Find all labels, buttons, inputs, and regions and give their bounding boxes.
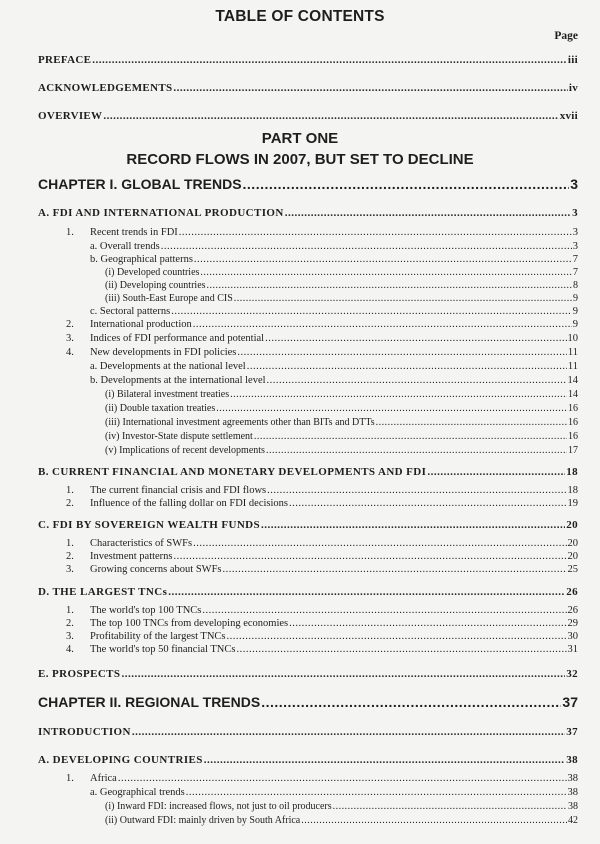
entry-number: 4.: [66, 347, 74, 358]
entry-page: 14: [568, 389, 578, 400]
entry-label: a. Overall trends: [90, 241, 160, 252]
entry-number: 2.: [66, 618, 74, 629]
toc-section-a[interactable]: [38, 207, 578, 219]
entry-label: The top 100 TNCs from developing economies: [90, 618, 289, 629]
toc-entry[interactable]: [66, 333, 578, 344]
entry-label: b. Geographical patterns: [90, 254, 193, 265]
entry-label: Recent trends in FDI: [90, 227, 178, 238]
entry-page: 18: [566, 466, 578, 478]
leader-dots: [92, 54, 567, 66]
toc-entry[interactable]: [66, 227, 578, 238]
entry-label: (iii) International investment agreements other than BITs and DTTs: [105, 417, 375, 428]
leader-dots: [301, 815, 567, 826]
entry-page: 3: [572, 207, 578, 219]
entry-label: Investment patterns: [90, 551, 173, 562]
entry-page: 7: [572, 254, 578, 265]
entry-label: a. Geographical trends: [90, 787, 185, 798]
entry-number: 1.: [66, 538, 74, 549]
leader-dots: [174, 551, 567, 562]
entry-label: C. FDI BY SOVEREIGN WEALTH FUNDS: [38, 519, 261, 531]
leader-dots: [265, 333, 566, 344]
leader-dots: [186, 787, 567, 798]
entry-label: D. THE LARGEST TNCs: [38, 586, 168, 598]
toc-entry[interactable]: [66, 618, 578, 629]
entry-page: 19: [567, 498, 578, 509]
entry-page: 30: [567, 631, 578, 642]
entry-page: 11: [567, 347, 578, 358]
leader-dots: [161, 241, 572, 252]
entry-page: 37: [562, 694, 578, 710]
toc-entry[interactable]: [90, 254, 578, 265]
leader-dots: [193, 319, 572, 330]
leader-dots: [171, 306, 572, 317]
leader-dots: [202, 605, 566, 616]
entry-label: INTRODUCTION: [38, 726, 131, 738]
leader-dots: [247, 361, 567, 372]
entry-number: 2.: [66, 498, 74, 509]
entry-label: International production: [90, 319, 192, 330]
leader-dots: [103, 110, 558, 122]
page-title: TABLE OF CONTENTS: [215, 8, 385, 25]
entry-page: 38: [567, 787, 578, 798]
entry-page: 3: [572, 227, 578, 238]
toc-entry[interactable]: [105, 815, 578, 826]
toc-entry[interactable]: [105, 403, 578, 414]
entry-page: iv: [568, 82, 578, 94]
entry-page: 3: [570, 176, 578, 192]
entry-page: 38: [567, 773, 578, 784]
entry-page: 17: [568, 445, 578, 456]
entry-page: 3: [572, 241, 578, 252]
entry-label: (i) Inward FDI: increased flows, not just to oil producers: [105, 801, 332, 812]
leader-dots: [254, 431, 567, 442]
entry-page: 20: [566, 519, 578, 531]
leader-dots: [427, 466, 565, 478]
toc-entry[interactable]: [105, 801, 578, 812]
leader-dots: [236, 644, 566, 655]
entry-label: a. Developments at the national level: [90, 361, 246, 372]
entry-label: CHAPTER I. GLOBAL TRENDS: [38, 176, 242, 192]
entry-label: Africa: [90, 773, 117, 784]
entry-page: 10: [567, 333, 578, 344]
entry-page: 29: [567, 618, 578, 629]
entry-page: 16: [568, 403, 578, 414]
entry-number: 3.: [66, 564, 74, 575]
toc-entry[interactable]: [66, 605, 578, 616]
toc-chapter-2[interactable]: [38, 694, 578, 710]
toc-entry[interactable]: [66, 319, 578, 330]
toc-chapter-1[interactable]: [38, 176, 578, 192]
toc-entry[interactable]: [90, 375, 578, 386]
entry-label: (ii) Double taxation treaties: [105, 403, 216, 414]
entry-label: (i) Bilateral investment treaties: [105, 389, 230, 400]
entry-page: iii: [567, 54, 578, 66]
leader-dots: [207, 280, 572, 291]
leader-dots: [267, 375, 567, 386]
toc-section-c[interactable]: [38, 519, 578, 531]
entry-label: A. FDI AND INTERNATIONAL PRODUCTION: [38, 207, 284, 219]
toc-entry[interactable]: [105, 280, 578, 291]
toc-entry-preface[interactable]: [38, 54, 578, 66]
toc-entry[interactable]: [105, 445, 578, 456]
entry-page: 9: [572, 319, 578, 330]
leader-dots: [216, 403, 567, 414]
leader-dots: [204, 754, 565, 766]
toc-section-d[interactable]: [38, 586, 578, 598]
leader-dots: [173, 82, 567, 94]
toc-entry-acknowledgements[interactable]: [38, 82, 578, 94]
entry-label: Characteristics of SWFs: [90, 538, 193, 549]
toc-entry[interactable]: [105, 417, 578, 428]
entry-label: CHAPTER II. REGIONAL TRENDS: [38, 694, 261, 710]
leader-dots: [376, 417, 567, 428]
leader-dots: [121, 668, 565, 680]
toc-entry[interactable]: [66, 551, 578, 562]
entry-page: 16: [568, 417, 578, 428]
entry-number: 1.: [66, 773, 74, 784]
entry-page: 25: [567, 564, 578, 575]
entry-label: (iii) South-East Europe and CIS: [105, 293, 233, 304]
entry-label: (v) Implications of recent developments: [105, 445, 265, 456]
leader-dots: [230, 389, 567, 400]
leader-dots: [179, 227, 572, 238]
entry-page: 26: [567, 605, 578, 616]
entry-page: 14: [567, 375, 578, 386]
entry-page: 38: [566, 754, 578, 766]
entry-page: 26: [566, 586, 578, 598]
entry-number: 1.: [66, 485, 74, 496]
toc-section-a-developing[interactable]: [38, 754, 578, 766]
entry-label: A. DEVELOPING COUNTRIES: [38, 754, 203, 766]
toc-entry[interactable]: [66, 644, 578, 655]
entry-label: B. CURRENT FINANCIAL AND MONETARY DEVELOPMENTS AND FDI: [38, 466, 427, 478]
toc-entry-overview[interactable]: [38, 110, 578, 122]
leader-dots: [243, 176, 570, 192]
leader-dots: [227, 631, 567, 642]
entry-label: Growing concerns about SWFs: [90, 564, 222, 575]
leader-dots: [285, 207, 571, 219]
toc-entry[interactable]: [105, 431, 578, 442]
leader-dots: [234, 293, 572, 304]
entry-label: (i) Developed countries: [105, 267, 200, 278]
leader-dots: [261, 519, 565, 531]
entry-number: 1.: [66, 605, 74, 616]
entry-page: 16: [568, 431, 578, 442]
entry-number: 1.: [66, 227, 74, 238]
entry-page: xvii: [559, 110, 578, 122]
entry-page: 8: [573, 280, 578, 291]
entry-page: 42: [568, 815, 578, 826]
toc-entry[interactable]: [66, 564, 578, 575]
toc-entry[interactable]: [66, 538, 578, 549]
leader-dots: [118, 773, 567, 784]
entry-page: 20: [567, 551, 578, 562]
leader-dots: [237, 347, 566, 358]
entry-label: Influence of the falling dollar on FDI decisions: [90, 498, 288, 509]
entry-label: (iv) Investor-State dispute settlement: [105, 431, 253, 442]
toc-entry[interactable]: [66, 347, 578, 358]
toc-entry[interactable]: [105, 267, 578, 278]
entry-number: 3.: [66, 333, 74, 344]
toc-entry[interactable]: [90, 361, 578, 372]
entry-page: 9: [573, 293, 578, 304]
part-subtitle: RECORD FLOWS IN 2007, BUT SET TO DECLINE: [126, 151, 474, 168]
entry-label: PREFACE: [38, 54, 92, 66]
toc-section-e[interactable]: [38, 668, 578, 680]
entry-label: (ii) Outward FDI: mainly driven by South Africa: [105, 815, 301, 826]
entry-label: ACKNOWLEDGEMENTS: [38, 82, 173, 94]
entry-number: 4.: [66, 644, 74, 655]
leader-dots: [168, 586, 565, 598]
leader-dots: [267, 485, 566, 496]
toc-entry[interactable]: [66, 631, 578, 642]
entry-label: E. PROSPECTS: [38, 668, 121, 680]
leader-dots: [194, 254, 572, 265]
toc-entry[interactable]: [66, 773, 578, 784]
entry-page: 37: [566, 726, 578, 738]
entry-number: 2.: [66, 319, 74, 330]
entry-page: 11: [567, 361, 578, 372]
entry-label: The world's top 50 financial TNCs: [90, 644, 236, 655]
entry-page: 20: [567, 538, 578, 549]
leader-dots: [200, 267, 572, 278]
page-column-header: Page: [554, 30, 578, 42]
leader-dots: [223, 564, 567, 575]
leader-dots: [333, 801, 567, 812]
entry-number: 3.: [66, 631, 74, 642]
entry-label: c. Sectoral patterns: [90, 306, 171, 317]
leader-dots: [261, 694, 561, 710]
leader-dots: [132, 726, 565, 738]
toc-entry[interactable]: [105, 389, 578, 400]
toc-entry[interactable]: [66, 485, 578, 496]
leader-dots: [289, 498, 567, 509]
entry-page: 18: [567, 485, 578, 496]
toc-entry[interactable]: [90, 241, 578, 252]
toc-entry[interactable]: [90, 787, 578, 798]
toc-entry[interactable]: [66, 498, 578, 509]
entry-page: 32: [566, 668, 578, 680]
toc-entry[interactable]: [105, 293, 578, 304]
toc-introduction[interactable]: [38, 726, 578, 738]
entry-number: 2.: [66, 551, 74, 562]
entry-page: 7: [573, 267, 578, 278]
toc-section-b[interactable]: [38, 466, 578, 478]
entry-label: Profitability of the largest TNCs: [90, 631, 226, 642]
entry-page: 9: [572, 306, 578, 317]
entry-page: 31: [567, 644, 578, 655]
entry-label: Indices of FDI performance and potential: [90, 333, 265, 344]
entry-label: The current financial crisis and FDI flows: [90, 485, 267, 496]
entry-label: (ii) Developing countries: [105, 280, 206, 291]
leader-dots: [289, 618, 566, 629]
leader-dots: [266, 445, 567, 456]
part-heading: PART ONE: [261, 130, 339, 147]
entry-label: b. Developments at the international level: [90, 375, 266, 386]
entry-label: New developments in FDI policies: [90, 347, 237, 358]
toc-entry[interactable]: [90, 306, 578, 317]
entry-page: 38: [568, 801, 578, 812]
entry-label: OVERVIEW: [38, 110, 103, 122]
leader-dots: [193, 538, 566, 549]
entry-label: The world's top 100 TNCs: [90, 605, 202, 616]
